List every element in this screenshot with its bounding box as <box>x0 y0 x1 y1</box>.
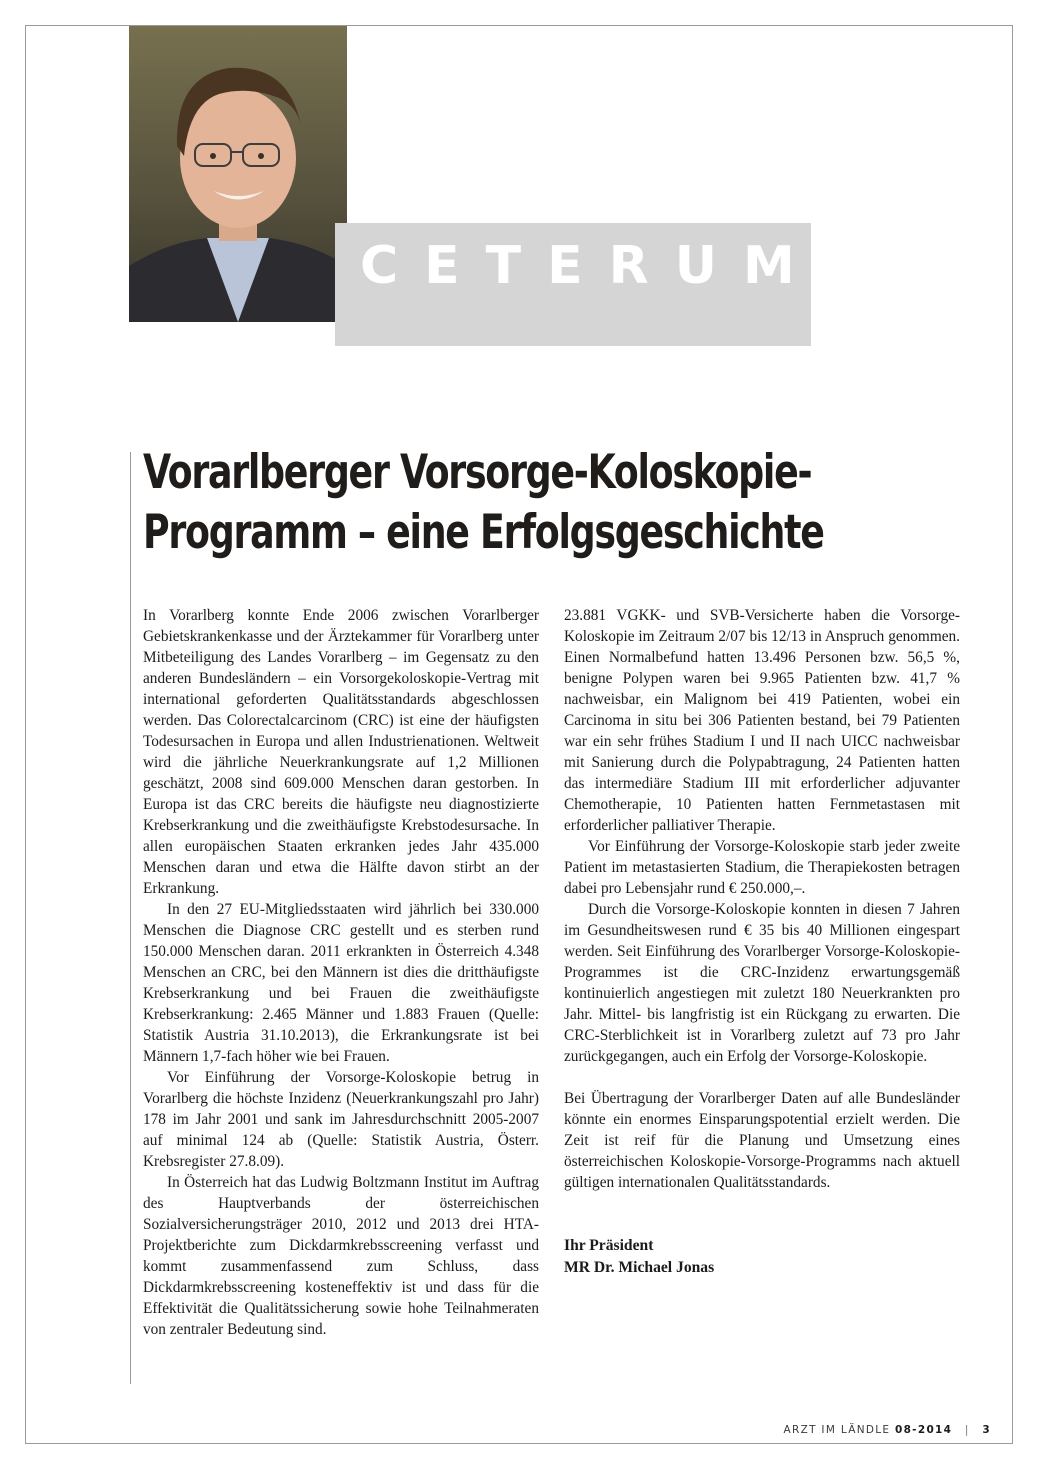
body-paragraph: 23.881 VGKK- und SVB-Versicherte haben die Vorsorge-Koloskopie im Zeitraum 2/07 bis 12/13 in Anspruch genommen. Einen Normalbefund hatten 13.496 Personen bzw. 56,5 %, benigne Polypen waren bei 9.965 Patienten bzw. 41,7 % nachweisbar, ein Malignom bei 419 Patienten, wobei ein Carcinoma in situ bei 306 Patienten bestand, bei 79 Patienten war ein sehr frühes Stadium I und II nach UICC nachweisbar mit Sanierung durch die Polypabtragung, 24 Patienten hatten das intermediäre Stadium III mit erforderlicher adjuvanter Chemotherapie, 10 Patienten hatten Fernmetastasen mit erforderlicher palliativer Therapie. <box>564 607 960 834</box>
body-paragraph: Vor Einführung der Vorsorge-Koloskopie betrug in Vorarlberg die höchste Inzidenz (Neuerkrankungszahl pro Jahr) 178 im Jahr 2001 und sank im Jahresdurchschnitt 2005-2007 auf minimal 124 ab (Quelle: Statistik Austria, Österr. Krebsregister 27.8.09). <box>143 1069 539 1170</box>
footer-separator: | <box>964 1424 970 1436</box>
body-paragraph: Durch die Vorsorge-Koloskopie konnten in diesen 7 Jahren im Gesundheitswesen rund € 35 bis 40 Millionen eingespart werden. Seit Einführung des Vorarlberger Vorsorge-Koloskopie-Programmes ist die CRC-Inzidenz erwartungsgemäß kontinuierlich angestiegen mit zuletzt 180 Neuerkrankten pro Jahr. Mittel- bis langfristig ist ein Rückgang zu erwarten. Die CRC-Sterblichkeit ist in Vorarlberg zuletzt auf 73 pro Jahr zurückgegangen, auch ein Erfolg der Vorsorge-Koloskopie. <box>564 901 960 1065</box>
body-paragraph: Bei Übertragung der Vorarlberger Daten auf alle Bundesländer könnte ein enormes Einsparungspotential erzielt werden. Die Zeit ist reif für die Planung und Umsetzung eines österreichischen Koloskopie-Vorsorge-Programms nach aktuell gültigen internationalen Qualitätsstandards. <box>564 1090 960 1191</box>
body-paragraph: Vor Einführung der Vorsorge-Koloskopie starb jeder zweite Patient im metastasierten Stadium, die Therapiekosten betragen dabei pro Lebensjahr rund € 250.000,–. <box>564 838 960 897</box>
headline-line-1: Vorarlberger Vorsorge-Koloskopie- <box>143 445 812 500</box>
signature-name: MR Dr. Michael Jonas <box>564 1259 715 1276</box>
body-paragraph: In Vorarlberg konnte Ende 2006 zwischen Vorarlberger Gebietskrankenkasse und der Ärztekammer für Vorarlberg unter Mitbeteiligung des Landes Vorarlberg – im Gegensatz zu den anderen Bundesländern – ein Vorsorgekoloskopie-Vertrag mit international geforderten Qualitätsstandards abgeschlossen werden. Das Colorectalcarcinom (CRC) ist eine der häufigsten Todesursachen in Europa und allen Industrienationen. Weltweit wird die jährliche Neuerkrankungsrate auf 1,2 Millionen geschätzt, 2008 sind 609.000 Menschen daran gestorben. In Europa ist das CRC bereits die häufigste neu diagnostizierte Krebserkrankung und die zweithäufigste Krebstodesursache. In allen europäischen Staaten erkranken jedes Jahr 435.000 Menschen daran und etwa die Hälfte davon stirbt an der Erkrankung. <box>143 607 539 897</box>
headline-line-2: Programm – eine Erfolgsgeschichte <box>143 505 824 560</box>
publication-name: ARZT IM LÄNDLE <box>783 1424 891 1436</box>
author-portrait-image <box>129 26 347 322</box>
article-column-right <box>564 605 960 1279</box>
signature-block <box>564 1235 960 1279</box>
signature-title: Ihr Präsident <box>564 1237 654 1254</box>
section-label: CETERUM <box>360 236 821 296</box>
article-headline <box>143 443 874 563</box>
page-footer <box>784 1424 992 1436</box>
vertical-rule <box>130 452 131 1384</box>
body-paragraph: In den 27 EU-Mitgliedsstaaten wird jährlich bei 330.000 Menschen die Diagnose CRC gestellt und es sterben rund 150.000 Menschen daran. 2011 erkrankten in Österreich 4.348 Menschen an CRC, bei den Männern ist dies die dritthäufigste Krebserkrankung und bei Frauen die zweithäufigste Krebserkrankung: 2.465 Männer und 1.883 Frauen (Quelle: Statistik Austria 31.10.2013), die Erkrankungsrate ist bei Männern 1,7-fach höher wie bei Frauen. <box>143 901 539 1065</box>
issue-number: 08-2014 <box>894 1424 953 1436</box>
article-column-left <box>143 605 539 1340</box>
body-paragraph: In Österreich hat das Ludwig Boltzmann Institut im Auftrag des Hauptverbands der österreichischen Sozialversicherungsträger 2010, 2012 und 2013 drei HTA-Projektberichte zum Dickdarmkrebsscreening verfasst und kommt zusammenfassend zum Schluss, dass Dickdarmkrebsscreening kosteneffektiv ist und dass für die Effektivität die Qualitätssicherung sowie hohe Teilnahmeraten von zentraler Bedeutung sind. <box>143 1174 539 1338</box>
page-number: 3 <box>982 1424 991 1436</box>
